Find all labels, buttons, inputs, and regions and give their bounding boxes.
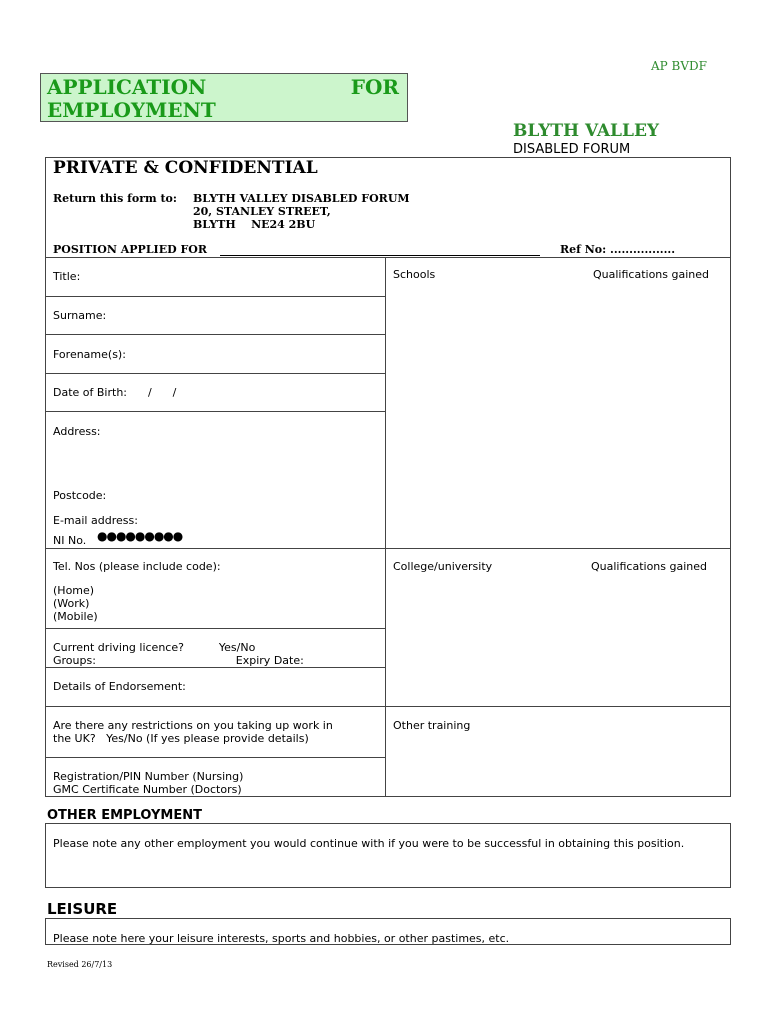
telephone-work-field[interactable]: (Work) xyxy=(53,597,90,610)
driving-licence-field[interactable]: Current driving licence? Yes/No xyxy=(53,641,256,654)
title-word-application: APPLICATION xyxy=(47,75,207,99)
registration-pin-field[interactable]: Registration/PIN Number (Nursing) xyxy=(53,770,244,783)
divider xyxy=(45,373,385,374)
licence-groups-field[interactable]: Groups: Expiry Date: xyxy=(53,654,304,667)
other-training-field[interactable]: Other training xyxy=(393,719,471,732)
organisation-name: BLYTH VALLEY xyxy=(513,121,660,141)
position-applied-field[interactable] xyxy=(220,255,540,256)
ref-no-label: Ref No: ................. xyxy=(560,243,676,256)
college-field[interactable]: College/university xyxy=(393,560,493,573)
title-word-for: FOR xyxy=(350,75,399,99)
column-divider xyxy=(385,257,386,797)
leisure-note: Please note here your leisure interests, sports and hobbies, or other pastimes, etc. xyxy=(53,932,510,945)
ni-number-masked-field[interactable]: ●●●●●●●●● xyxy=(97,529,183,543)
divider xyxy=(45,667,385,668)
telephone-home-field[interactable]: (Home) xyxy=(53,584,95,597)
schools-qualifications-field[interactable]: Qualifications gained xyxy=(593,268,709,281)
other-employment-heading: OTHER EMPLOYMENT xyxy=(47,808,202,823)
telephone-label: Tel. Nos (please include code): xyxy=(53,560,221,573)
telephone-mobile-field[interactable]: (Mobile) xyxy=(53,610,98,623)
divider xyxy=(45,411,385,412)
title-word-employment: EMPLOYMENT xyxy=(47,98,216,122)
work-restrictions-question: Are there any restrictions on you taking up work in xyxy=(53,719,333,732)
ni-number-label: NI No. xyxy=(53,534,87,547)
gmc-certificate-field[interactable]: GMC Certificate Number (Doctors) xyxy=(53,783,242,796)
address-field[interactable]: Address: xyxy=(53,425,101,438)
form-title-box xyxy=(40,73,408,122)
divider xyxy=(45,628,385,629)
return-label: Return this form to: xyxy=(53,192,177,205)
other-employment-box[interactable] xyxy=(45,823,731,888)
divider xyxy=(45,257,731,258)
divider xyxy=(45,706,731,707)
leisure-heading: LEISURE xyxy=(47,900,118,918)
reference-code: AP BVDF xyxy=(651,59,707,73)
return-address-line: BLYTH VALLEY DISABLED FORUM xyxy=(193,192,410,205)
return-address xyxy=(193,192,410,231)
other-employment-note: Please note any other employment you would continue with if you were to be successful in obtaining this position. xyxy=(53,837,685,850)
email-field[interactable]: E-mail address: xyxy=(53,514,138,527)
work-restrictions-field[interactable]: the UK? Yes/No (If yes please provide details) xyxy=(53,732,309,745)
confidential-heading: PRIVATE & CONFIDENTIAL xyxy=(53,158,318,178)
organisation-subtitle: DISABLED FORUM xyxy=(513,142,631,157)
revision-date: Revised 26/7/13 xyxy=(47,960,113,969)
return-address-line: 20, STANLEY STREET, xyxy=(193,205,331,218)
postcode-field[interactable]: Postcode: xyxy=(53,489,107,502)
title-field[interactable]: Title: xyxy=(53,270,81,283)
forenames-field[interactable]: Forename(s): xyxy=(53,348,126,361)
college-qualifications-field[interactable]: Qualifications gained xyxy=(591,560,707,573)
divider xyxy=(45,757,385,758)
divider xyxy=(45,296,385,297)
divider xyxy=(45,334,385,335)
date-of-birth-field[interactable]: Date of Birth: / / xyxy=(53,386,177,399)
schools-field[interactable]: Schools xyxy=(393,268,436,281)
return-address-line: BLYTH NE24 2BU xyxy=(193,218,316,231)
divider xyxy=(45,548,731,549)
endorsement-field[interactable]: Details of Endorsement: xyxy=(53,680,186,693)
position-applied-label: POSITION APPLIED FOR xyxy=(53,243,207,256)
surname-field[interactable]: Surname: xyxy=(53,309,107,322)
